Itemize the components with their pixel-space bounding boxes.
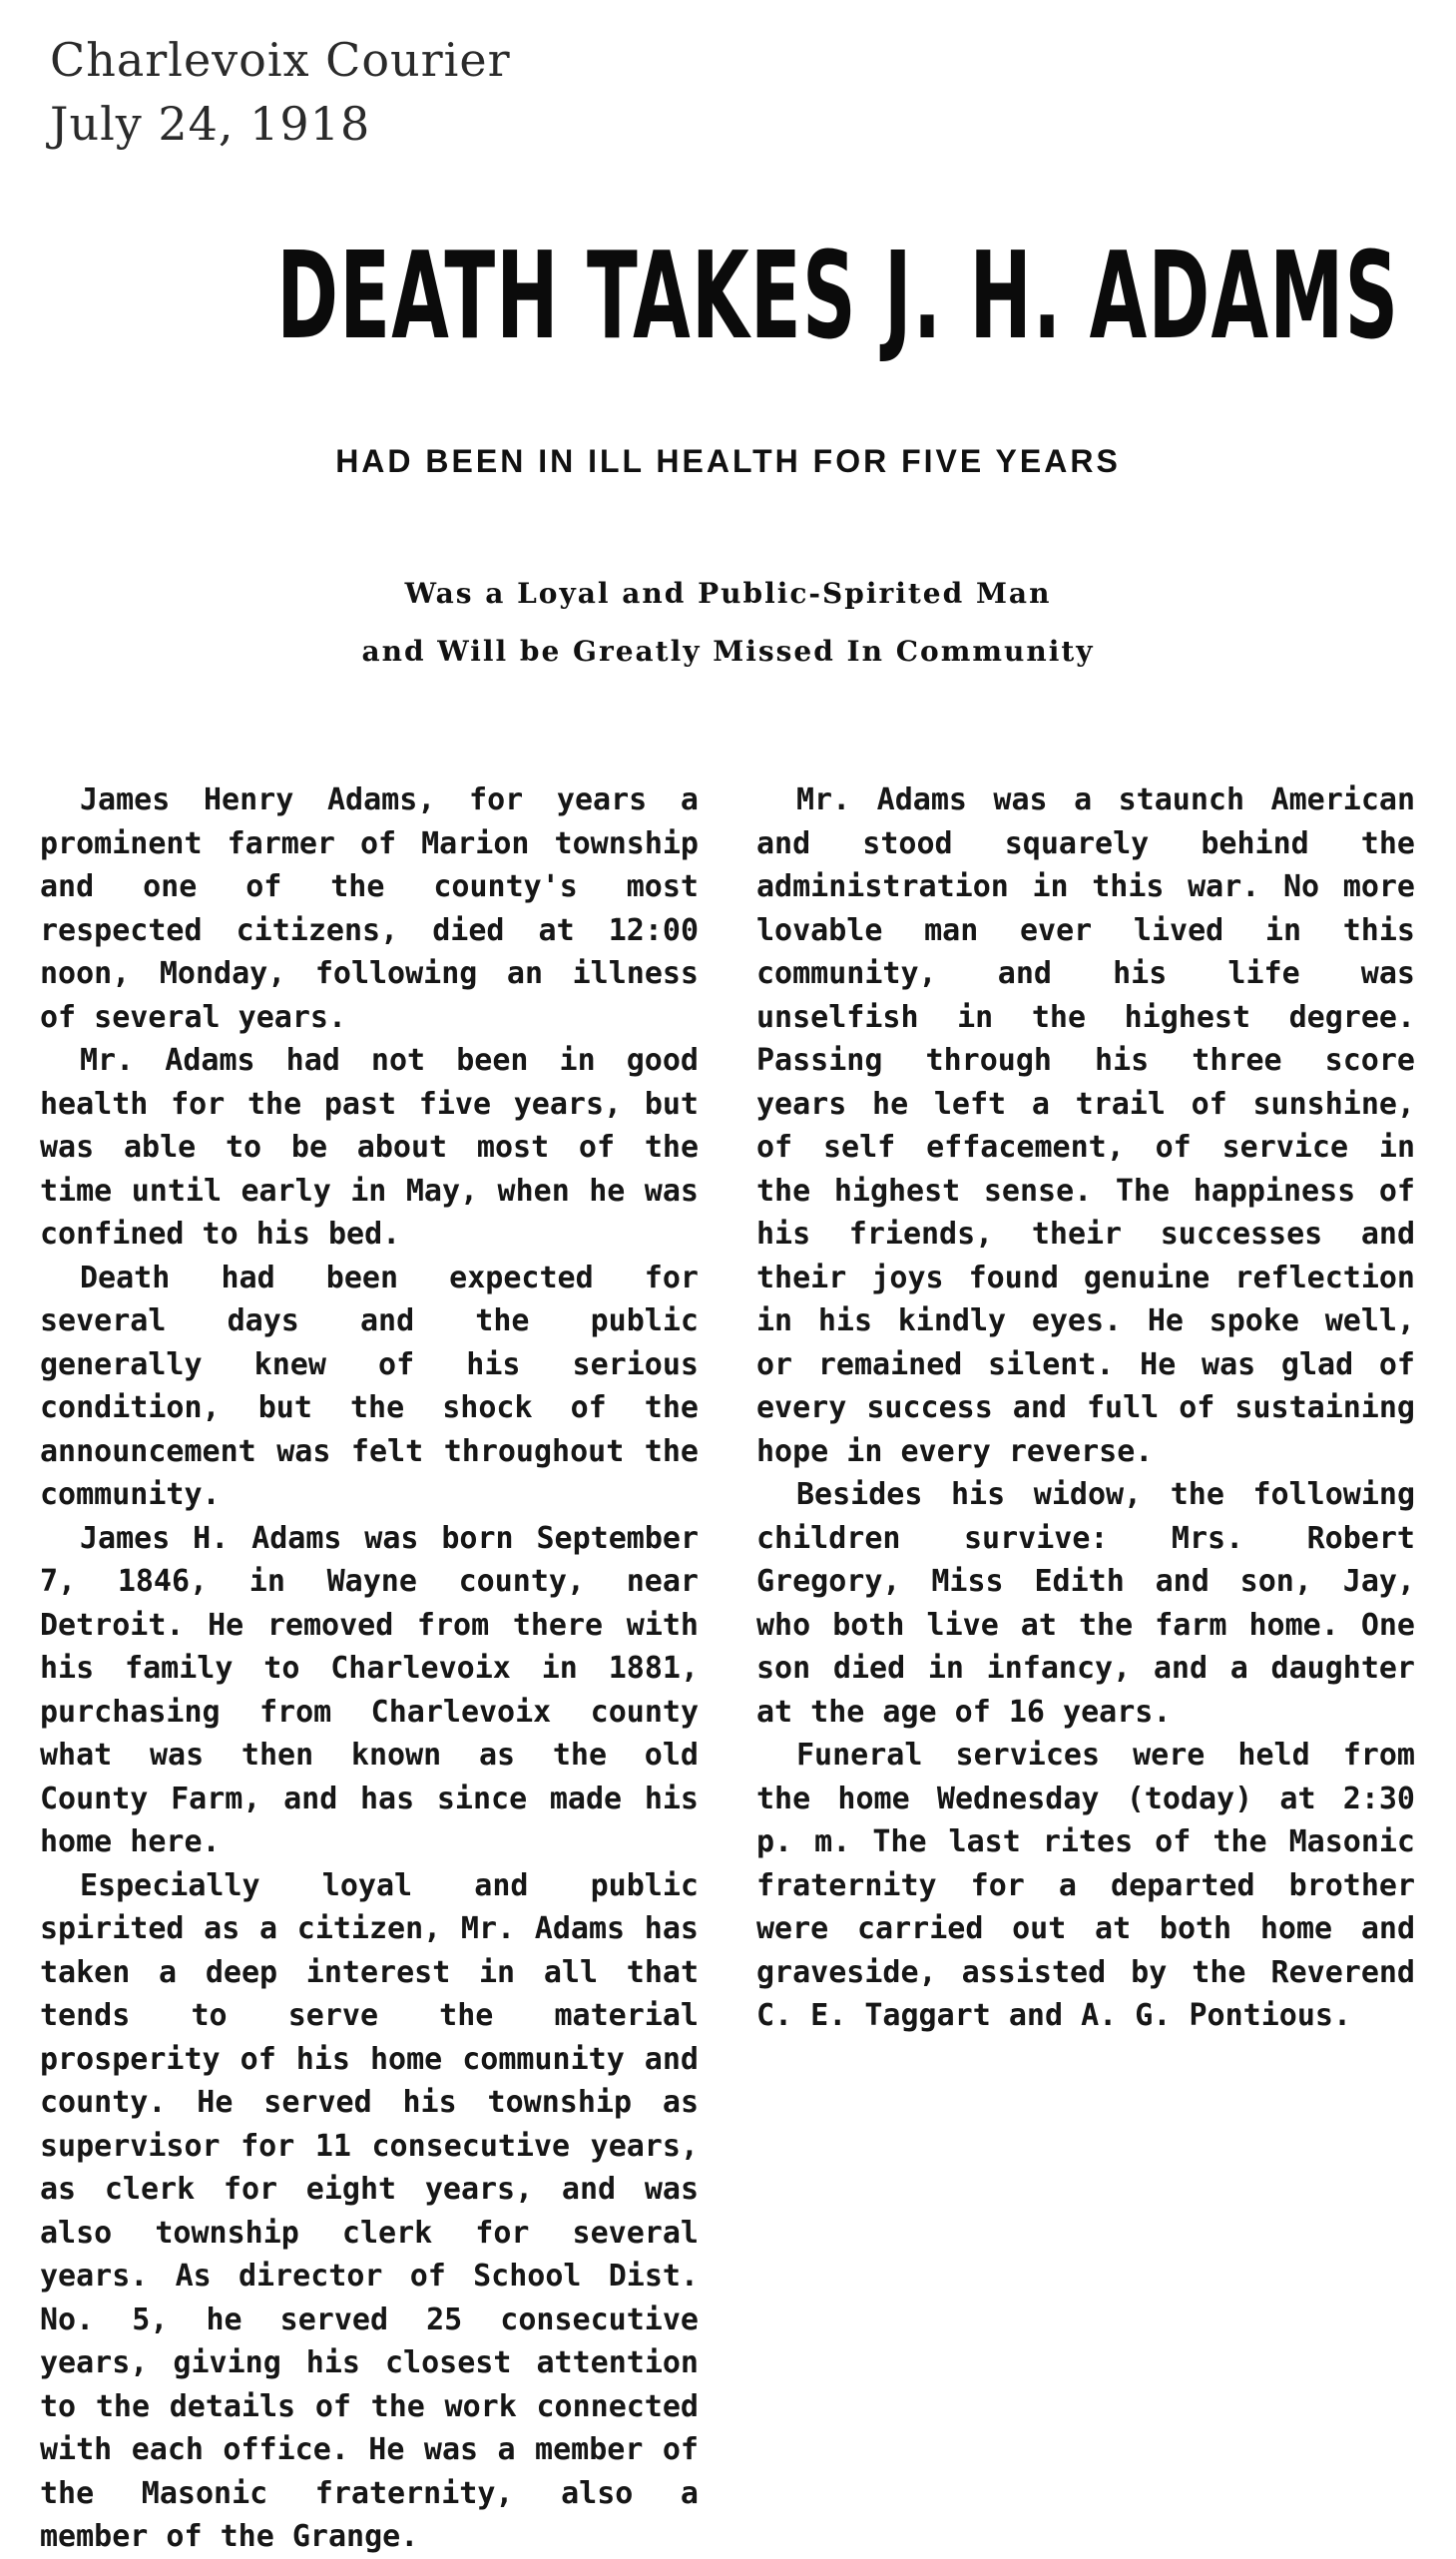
source-citation bbox=[50, 28, 511, 156]
article-paragraph: Mr. Adams was a staunch American and stood squarely behind the administration in this war. No more lovable man ever lived in this community, and his life was unselfish in the highest degree. Passing through his three score years he left a trail of sunshine, of self effacement, of service in the highest sense. The happiness of his friends, their successes and their joys found genuine reflection in his kindly eyes. He spoke well, or remained silent. He was glad of every success and full of sustaining hope in every reverse. bbox=[756, 782, 1415, 1469]
headline: DEATH TAKES J. H. ADAMS bbox=[276, 228, 1400, 366]
deck-line-1: Was a Loyal and Public-Spirited Man bbox=[404, 577, 1052, 610]
article-left-column bbox=[40, 778, 699, 2559]
deck-line-2: and Will be Greatly Missed In Community bbox=[361, 635, 1095, 668]
publication-name: Charlevoix Courier bbox=[50, 33, 511, 87]
article-paragraph: Besides his widow, the following children survive: Mrs. Robert Gregory, Miss Edith and son, Jay, who both live at the farm home. One son died in infancy, and a daughter at the age of 16 years. bbox=[756, 1477, 1415, 1730]
article-paragraph: Especially loyal and public spirited as a citizen, Mr. Adams has taken a deep interest in all that tends to serve the material prosperity of his home community and county. He served his township as supervisor for 11 consecutive years, as clerk for eight years, and was also township clerk for several years. As director of School Dist. No. 5, he served 25 consecutive years, giving his closest attention to the details of the work connected with each office. He was a member of the Masonic fraternity, also a member of the Grange. bbox=[40, 1867, 699, 2554]
article-paragraph: Funeral services were held from the home Wednesday (today) at 2:30 p. m. The last rites of the Masonic fraternity for a departed brother were carried out at both home and graveside, assisted by the Reverend C. E. Taggart and A. G. Pontious. bbox=[756, 1738, 1415, 2033]
deck bbox=[0, 565, 1456, 681]
article-paragraph: Mr. Adams had not been in good health for the past five years, but was able to be about most of the time until early in May, when he was confined to his bed. bbox=[40, 1043, 699, 1252]
publication-date: July 24, 1918 bbox=[50, 97, 371, 151]
article-paragraph: James H. Adams was born September 7, 1846, in Wayne county, near Detroit. He removed from there with his family to Charlevoix in 1881, purchasing from Charlevoix county what was then known as the old County Farm, and has since made his home here. bbox=[40, 1520, 699, 1859]
article-paragraph: Death had been expected for several days and the public generally knew of his serious condition, but the shock of the announcement was felt throughout the community. bbox=[40, 1260, 699, 1512]
article-right-column bbox=[756, 778, 1415, 2038]
subheadline: HAD BEEN IN ILL HEALTH FOR FIVE YEARS bbox=[335, 443, 1121, 479]
article-paragraph: James Henry Adams, for years a prominent farmer of Marion township and one of the county's most respected citizens, died at 12:00 noon, Monday, following an illness of several years. bbox=[40, 782, 699, 1035]
